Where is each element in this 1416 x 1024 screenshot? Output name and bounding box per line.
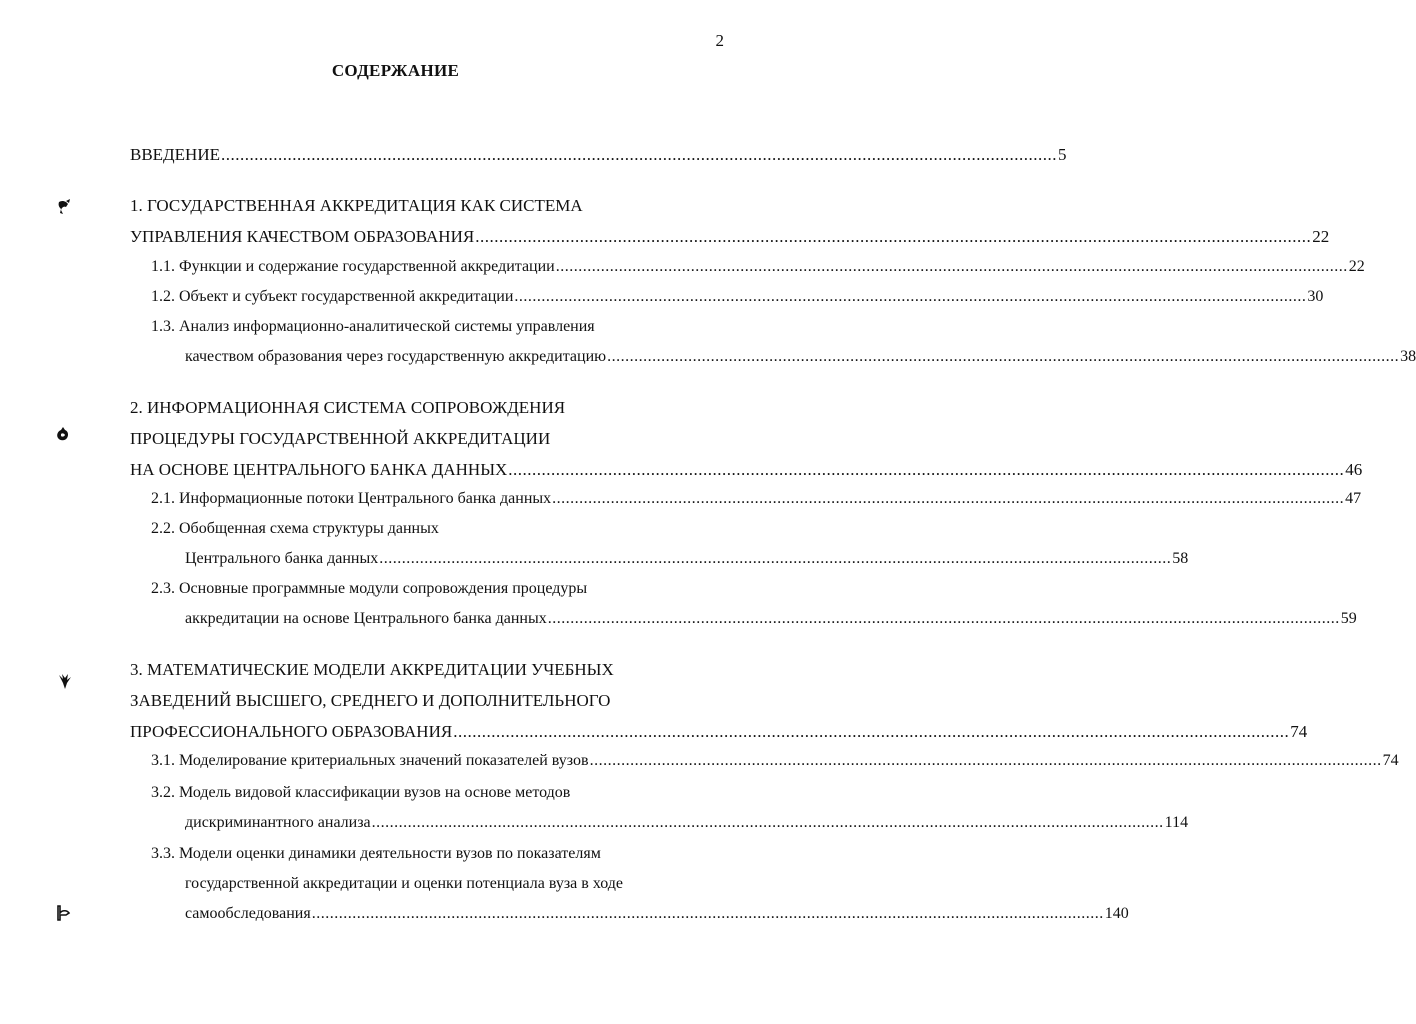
dot-leader: ................................................................................................................................................................................ <box>555 258 1348 275</box>
margin-mark-icon <box>56 198 72 216</box>
toc-section-1-1[interactable] <box>151 258 1365 280</box>
toc-entry-text: 3.2. Модель видовой классификации вузов на основе методов <box>151 784 571 801</box>
toc-section-2-3-line-2[interactable] <box>185 610 1357 632</box>
toc-entry-text: Центрального банка данных <box>185 550 379 567</box>
toc-entry-text: 1.1. Функции и содержание государственной аккредитации <box>151 258 555 275</box>
page-number: 2 <box>715 31 724 50</box>
toc-section-1-2[interactable] <box>151 288 1324 310</box>
toc-entry-text: государственной аккредитации и оценки потенциала вуза в ходе <box>185 875 623 892</box>
page-title: СОДЕРЖАНИЕ <box>331 61 460 80</box>
toc-entry-text: ВВЕДЕНИЕ <box>130 145 220 164</box>
dot-leader: ................................................................................................................................................................................ <box>552 490 1345 507</box>
toc-chapter-3-line-2[interactable] <box>130 691 718 713</box>
toc-section-3-3-line-3[interactable] <box>185 905 1129 927</box>
toc-entry-text: 3.1. Моделирование критериальных значений показателей вузов <box>151 752 589 769</box>
toc-entry-text: 3.3. Модели оценки динамики деятельности вузов по показателям <box>151 845 601 862</box>
toc-page-number: 59 <box>1340 610 1357 627</box>
dot-leader: ................................................................................................................................................................................ <box>311 905 1104 922</box>
dot-leader: ................................................................................................................................................................................ <box>514 288 1307 305</box>
toc-entry-text: 1.2. Объект и субъект государственной аккредитации <box>151 288 514 305</box>
dot-leader: ................................................................................................................................................................................ <box>220 145 1057 164</box>
toc-page-number: 140 <box>1104 905 1129 922</box>
dot-leader: ................................................................................................................................................................................ <box>508 460 1345 479</box>
toc-entry-text: ПРОЦЕДУРЫ ГОСУДАРСТВЕННОЙ АККРЕДИТАЦИИ <box>130 429 551 448</box>
toc-entry-text: самообследования <box>185 905 311 922</box>
toc-section-3-3-line-1[interactable] <box>151 845 718 867</box>
toc-entry-text: 2. ИНФОРМАЦИОННАЯ СИСТЕМА СОПРОВОЖДЕНИЯ <box>130 398 566 417</box>
toc-section-1-3-line-1[interactable] <box>151 318 718 340</box>
toc-entry-text: 2.3. Основные программные модули сопровождения процедуры <box>151 580 588 597</box>
toc-chapter-1-line-1[interactable] <box>130 196 718 218</box>
dot-leader: ................................................................................................................................................................................ <box>607 348 1400 365</box>
dot-leader: ................................................................................................................................................................................ <box>589 752 1382 769</box>
toc-entry-text: аккредитации на основе Центрального банка данных <box>185 610 547 627</box>
toc-entry-text: 3. МАТЕМАТИЧЕСКИЕ МОДЕЛИ АККРЕДИТАЦИИ УЧЕБНЫХ <box>130 660 614 679</box>
toc-section-3-3-line-2[interactable] <box>185 875 718 897</box>
toc-page-number: 46 <box>1345 460 1363 479</box>
margin-mark-icon <box>55 904 71 922</box>
toc-entry-text: ЗАВЕДЕНИЙ ВЫСШЕГО, СРЕДНЕГО И ДОПОЛНИТЕЛЬНОГО <box>130 691 611 710</box>
toc-entry-text: качеством образования через государственную аккредитацию <box>185 348 607 365</box>
dot-leader: ................................................................................................................................................................................ <box>547 610 1340 627</box>
toc-section-2-3-line-1[interactable] <box>151 580 718 602</box>
margin-mark-icon <box>55 425 71 443</box>
toc-chapter-2-line-1[interactable] <box>130 398 718 420</box>
toc-chapter-2-line-2[interactable] <box>130 429 718 451</box>
toc-page-number: 5 <box>1057 145 1067 164</box>
toc-section-3-2-line-2[interactable] <box>185 814 1189 836</box>
toc-page-number: 22 <box>1348 258 1365 275</box>
toc-entry-text: 1. ГОСУДАРСТВЕННАЯ АККРЕДИТАЦИЯ КАК СИСТЕМА <box>130 196 583 215</box>
toc-entry-text: НА ОСНОВЕ ЦЕНТРАЛЬНОГО БАНКА ДАННЫХ <box>130 460 508 479</box>
toc-entry-text: 2.1. Информационные потоки Центрального банка данных <box>151 490 552 507</box>
dot-leader: ................................................................................................................................................................................ <box>379 550 1172 567</box>
toc-chapter-2-line-3[interactable] <box>130 460 1363 482</box>
margin-mark-icon <box>57 672 73 690</box>
toc-section-3-1[interactable] <box>151 752 1399 774</box>
toc-page-number: 114 <box>1164 814 1189 831</box>
dot-leader: ................................................................................................................................................................................ <box>371 814 1164 831</box>
toc-entry-text: 1.3. Анализ информационно-аналитической системы управления <box>151 318 595 335</box>
toc-section-2-2-line-2[interactable] <box>185 550 1189 572</box>
toc-section-2-2-line-1[interactable] <box>151 520 718 542</box>
toc-page-number: 30 <box>1307 288 1324 305</box>
toc-entry-text: 2.2. Обобщенная схема структуры данных <box>151 520 439 537</box>
toc-entry-text: дискриминантного анализа <box>185 814 371 831</box>
toc-section-2-1[interactable] <box>151 490 1362 512</box>
toc-section-3-2-line-1[interactable] <box>151 784 718 806</box>
toc-entry-text: ПРОФЕССИОНАЛЬНОГО ОБРАЗОВАНИЯ <box>130 722 453 741</box>
toc-page-number: 74 <box>1382 752 1399 769</box>
toc-page-number: 74 <box>1290 722 1308 741</box>
toc-entry-text: УПРАВЛЕНИЯ КАЧЕСТВОМ ОБРАЗОВАНИЯ <box>130 227 475 246</box>
toc-chapter-3-line-3[interactable] <box>130 722 1308 744</box>
dot-leader: ................................................................................................................................................................................ <box>475 227 1312 246</box>
toc-page-number: 22 <box>1312 227 1330 246</box>
toc-section-1-3-line-2[interactable] <box>185 348 1416 370</box>
toc-chapter-3-line-1[interactable] <box>130 660 718 682</box>
toc-entry-intro[interactable] <box>130 145 1067 167</box>
toc-page-number: 58 <box>1172 550 1189 567</box>
toc-chapter-1-line-2[interactable] <box>130 227 1330 249</box>
toc-page-number: 47 <box>1345 490 1362 507</box>
toc-page-number: 38 <box>1400 348 1416 365</box>
dot-leader: ................................................................................................................................................................................ <box>453 722 1290 741</box>
